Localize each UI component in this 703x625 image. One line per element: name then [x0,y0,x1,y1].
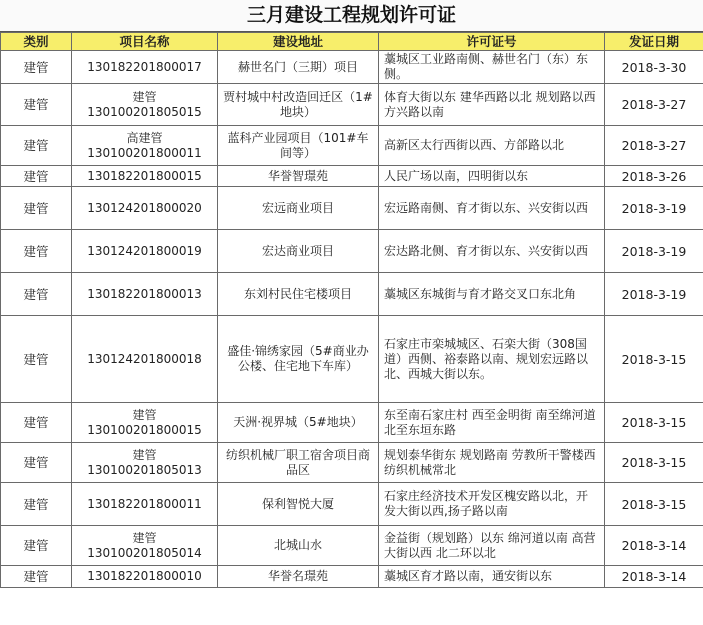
cell-permit: 规划泰华街东 规划路南 劳教所干警楼西 纺织机械常北 [379,443,605,483]
cell-permit: 东至南石家庄村 西至金明街 南至绵河道 北至东垣东路 [379,403,605,443]
column-header-type: 类别 [1,33,72,51]
cell-date: 2018-3-15 [605,443,703,483]
cell-date: 2018-3-27 [605,126,703,166]
cell-type: 建管 [1,273,72,316]
column-header-address: 建设地址 [218,33,379,51]
permit-table [0,32,703,588]
column-header-date: 发证日期 [605,33,703,51]
table-row [1,230,703,273]
cell-address: 纺织机械厂职工宿舍项目商品区 [218,443,379,483]
cell-permit: 高新区太行西街以西、方郃路以北 [379,126,605,166]
table-row [1,316,703,403]
cell-address: 天洲·视界城（5#地块） [218,403,379,443]
cell-type: 建管 [1,443,72,483]
cell-date: 2018-3-27 [605,84,703,126]
cell-address: 宏远商业项目 [218,187,379,230]
cell-type: 建管 [1,166,72,187]
cell-address: 盛佳·锦绣家园（5#商业办公楼、住宅地下车库） [218,316,379,403]
cell-date: 2018-3-19 [605,187,703,230]
cell-permit: 石家庄市栾城城区、石栾大街（308国道）西侧、裕泰路以南、规划宏远路以北、西城大街以东。 [379,316,605,403]
table-row [1,483,703,526]
table-header-row [1,33,703,51]
cell-date: 2018-3-30 [605,51,703,84]
cell-type: 建管 [1,51,72,84]
table-row [1,443,703,483]
cell-permit: 石家庄经济技术开发区槐安路以北，开发大街以西,扬子路以南 [379,483,605,526]
cell-permit: 人民广场以南，四明街以东 [379,166,605,187]
column-header-permit: 许可证号 [379,33,605,51]
cell-date: 2018-3-15 [605,316,703,403]
cell-address: 华誉名璟苑 [218,566,379,588]
table-row [1,84,703,126]
cell-address: 蓝科产业园项目（101#车间等） [218,126,379,166]
cell-type: 建管 [1,84,72,126]
cell-date: 2018-3-19 [605,230,703,273]
table-row [1,166,703,187]
cell-address: 宏达商业项目 [218,230,379,273]
table-row [1,126,703,166]
cell-date: 2018-3-15 [605,403,703,443]
cell-type: 建管 [1,483,72,526]
cell-project-name: 高建管 130100201800011 [72,126,218,166]
cell-permit: 宏远路南侧、育才街以东、兴安街以西 [379,187,605,230]
cell-type: 建管 [1,126,72,166]
cell-type: 建管 [1,403,72,443]
cell-type: 建管 [1,566,72,588]
page-title: 三月建设工程规划许可证 [0,0,703,32]
table-row [1,51,703,84]
cell-permit: 藁城区育才路以南，通安街以东 [379,566,605,588]
cell-project-name: 130124201800020 [72,187,218,230]
cell-type: 建管 [1,230,72,273]
cell-address: 贾村城中村改造回迁区（1#地块） [218,84,379,126]
table-row [1,273,703,316]
cell-project-name: 建管 130100201800015 [72,403,218,443]
cell-project-name: 建管 130100201805015 [72,84,218,126]
cell-project-name: 建管 130100201805014 [72,526,218,566]
cell-type: 建管 [1,316,72,403]
cell-address: 华誉智璟苑 [218,166,379,187]
column-header-name: 项目名称 [72,33,218,51]
cell-permit: 金益街（规划路）以东 绵河道以南 高营大街以西 北二环以北 [379,526,605,566]
cell-address: 保利智悦大厦 [218,483,379,526]
cell-project-name: 130182201800010 [72,566,218,588]
cell-project-name: 130182201800017 [72,51,218,84]
cell-permit: 宏达路北侧、育才街以东、兴安街以西 [379,230,605,273]
cell-project-name: 130182201800011 [72,483,218,526]
cell-address: 北城山水 [218,526,379,566]
cell-project-name: 130124201800018 [72,316,218,403]
cell-type: 建管 [1,526,72,566]
cell-address: 赫世名门（三期）项目 [218,51,379,84]
table-row [1,187,703,230]
cell-type: 建管 [1,187,72,230]
cell-date: 2018-3-15 [605,483,703,526]
cell-date: 2018-3-14 [605,566,703,588]
table-row [1,526,703,566]
cell-permit: 藁城区东城街与育才路交叉口东北角 [379,273,605,316]
cell-date: 2018-3-19 [605,273,703,316]
cell-project-name: 130124201800019 [72,230,218,273]
cell-address: 东刘村民住宅楼项目 [218,273,379,316]
cell-project-name: 130182201800013 [72,273,218,316]
cell-date: 2018-3-14 [605,526,703,566]
cell-project-name: 建管 130100201805013 [72,443,218,483]
cell-permit: 体育大街以东 建华西路以北 规划路以西 方兴路以南 [379,84,605,126]
table-body [1,51,703,588]
cell-date: 2018-3-26 [605,166,703,187]
table-row [1,403,703,443]
cell-project-name: 130182201800015 [72,166,218,187]
cell-permit: 藁城区工业路南侧、赫世名门（东）东侧。 [379,51,605,84]
table-row [1,566,703,588]
